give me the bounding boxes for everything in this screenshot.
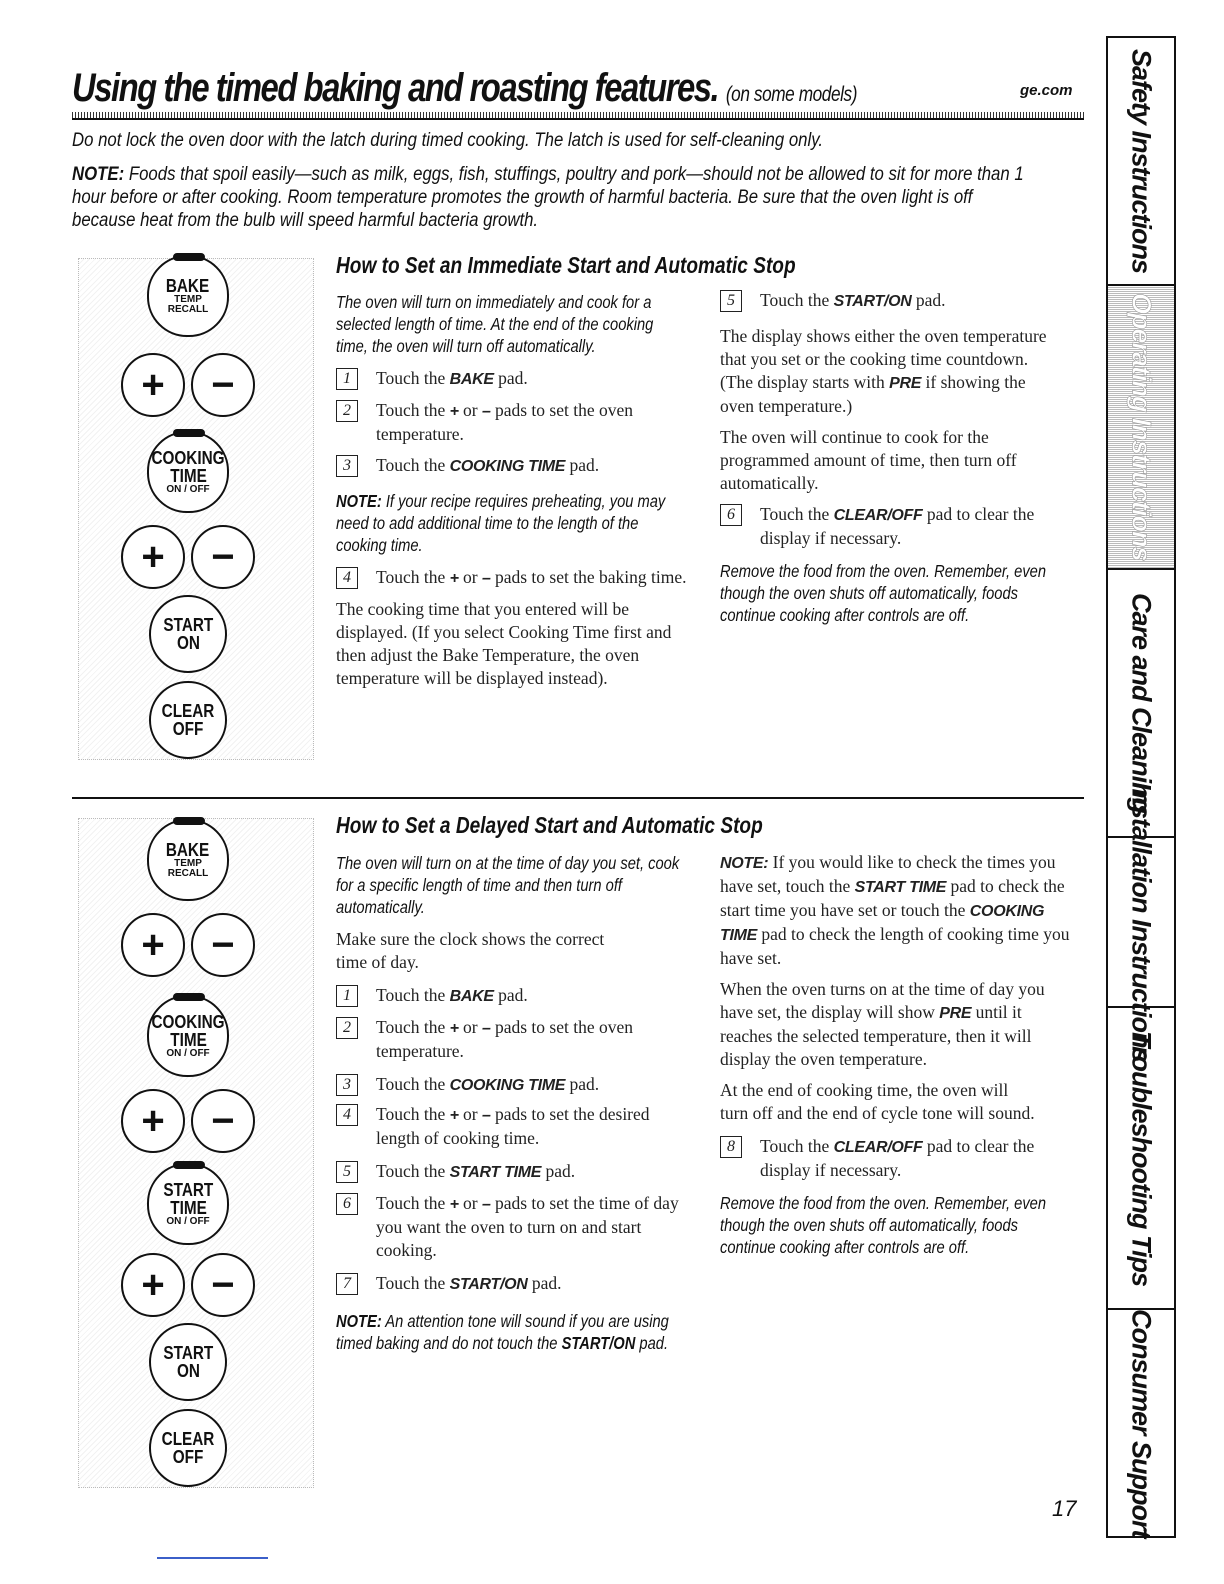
page-number: 17 xyxy=(1052,1496,1077,1521)
minus-key: − xyxy=(191,913,255,977)
step-4: 4 Touch the + or – pads to set the desired length of cooking time. xyxy=(336,1103,686,1150)
step-6: 6 Touch the + or – pads to set the time of day you want the oven to turn on and start cooking. xyxy=(336,1192,686,1262)
minus-key: − xyxy=(191,1089,255,1153)
tab-operating-instructions[interactable]: Operating Instructions xyxy=(1108,286,1174,570)
tab-troubleshooting-tips[interactable]: Troubleshooting Tips xyxy=(1108,1008,1174,1310)
minus-key: − xyxy=(191,353,255,417)
page-title: Using the timed baking and roasting features. (on some models) xyxy=(72,66,858,110)
section2-check-times-note: NOTE: If you would like to check the times you have set, touch the START TIME pad to check the start time you have set or touch the COOKING TIME pad to check the length of cooking time you have set. xyxy=(720,852,1070,968)
step-2: 2 Touch the + or – pads to set the oven temperature. xyxy=(336,1016,686,1063)
section2-closing: Remove the food from the oven. Remember, even though the oven shuts off automatically, foods continue cooking after controls are off. xyxy=(720,1193,1047,1257)
section1-display-text: The cooking time that you entered will be displayed. (If you select Cooking Time first and then adjust the Bake Temperature, the oven temperature will be displayed instead). xyxy=(336,599,672,688)
start-on-key: START ON xyxy=(149,1323,227,1401)
section2-lead: The oven will turn on at the time of day you set, cook for a specific length of time and then turn off automatically. xyxy=(336,853,680,917)
tab-installation-instructions[interactable]: Installation Instructions xyxy=(1108,838,1174,1008)
clear-off-key: CLEAR OFF xyxy=(149,1409,227,1487)
section2-clock-text: Make sure the clock shows the correct time of day. xyxy=(336,929,605,972)
minus-key: − xyxy=(191,525,255,589)
section1-display-paragraph: The display shows either the oven temperature that you set or the cooking time countdown. (The display starts with PRE if showing the oven temperature.) xyxy=(720,326,1047,416)
section-tabs xyxy=(1106,36,1176,1538)
intro-text: Do not lock the oven door with the latch during timed cooking. The latch is used for self-cleaning only. xyxy=(72,129,824,151)
section2-end-paragraph: At the end of cooking time, the oven will turn off and the end of cycle tone will sound. xyxy=(720,1080,1035,1123)
footer-rule xyxy=(157,1557,268,1559)
plus-key: + xyxy=(121,1253,185,1317)
step-1: 1 Touch the BAKE pad. xyxy=(336,984,686,1008)
food-safety-note: NOTE: Foods that spoil easily—such as milk, eggs, fish, stuffings, poultry and pork—should not be allowed to sit for more than 1 hour before or after cooking. Room temperature promotes the growth of harmful bacteria. Be sure that the oven light is off because heat from the bulb will speed harmful bacteria growth. xyxy=(72,163,1024,231)
step-4: 4 Touch the + or – pads to set the baking time. xyxy=(336,566,696,590)
section2-attention-note: NOTE: An attention tone will sound if you are using timed baking and do not touch the START/ON pad. xyxy=(336,1311,669,1353)
section1-closing: Remove the food from the oven. Remember, even though the oven shuts off automatically, foods continue cooking after controls are off. xyxy=(720,561,1047,625)
section-divider xyxy=(72,797,1084,799)
step-3: 3 Touch the COOKING TIME pad. xyxy=(336,454,696,478)
step-3: 3 Touch the COOKING TIME pad. xyxy=(336,1073,686,1097)
step-5: 5 Touch the START TIME pad. xyxy=(336,1160,686,1184)
section1-heading: How to Set an Immediate Start and Automatic Stop xyxy=(336,252,796,278)
page-subtitle: (on some models) xyxy=(725,83,858,106)
tab-safety-instructions[interactable]: Safety Instructions xyxy=(1108,38,1174,286)
keypad-illustration-1 xyxy=(78,258,314,760)
section2-right-column xyxy=(720,851,1070,1258)
cooking-time-key: COOKING TIME ON / OFF xyxy=(147,431,229,513)
cooking-time-key: COOKING TIME ON / OFF xyxy=(147,995,229,1077)
section2-left-column xyxy=(336,852,686,1354)
section1-preheat-note: NOTE: If your recipe requires preheating, you may need to add additional time to the length of the cooking time. xyxy=(336,491,666,555)
keypad-illustration-2 xyxy=(78,818,314,1488)
section1-continue-paragraph: The oven will continue to cook for the programmed amount of time, then turn off automatically. xyxy=(720,427,1017,493)
minus-key: − xyxy=(191,1253,255,1317)
step-6: 6 Touch the CLEAR/OFF pad to clear the display if necessary. xyxy=(720,503,1064,550)
step-7: 7 Touch the START/ON pad. xyxy=(336,1272,686,1296)
tab-consumer-support[interactable]: Consumer Support xyxy=(1126,1308,1157,1538)
step-5: 5 Touch the START/ON pad. xyxy=(720,289,1064,313)
plus-key: + xyxy=(121,913,185,977)
tab-care-and-cleaning[interactable]: Care and Cleaning xyxy=(1108,570,1174,838)
clear-off-key: CLEAR OFF xyxy=(149,681,227,759)
step-1: 1 Touch the BAKE pad. xyxy=(336,367,696,391)
title-rule xyxy=(72,112,1084,120)
start-time-key: START TIME ON / OFF xyxy=(147,1163,229,1245)
section1-left-column xyxy=(336,291,696,690)
section2-pre-paragraph: When the oven turns on at the time of day you have set, the display will show PRE until it reaches the selected temperature, then it will display the oven temperature. xyxy=(720,979,1045,1069)
site-url: ge.com xyxy=(1020,82,1073,99)
step-8: 8 Touch the CLEAR/OFF pad to clear the display if necessary. xyxy=(720,1135,1070,1182)
start-on-key: START ON xyxy=(149,595,227,673)
plus-key: + xyxy=(121,1089,185,1153)
section1-right-column xyxy=(720,289,1064,626)
bake-key: BAKE TEMP RECALL xyxy=(147,819,229,901)
plus-key: + xyxy=(121,353,185,417)
plus-key: + xyxy=(121,525,185,589)
step-2: 2 Touch the + or – pads to set the oven temperature. xyxy=(336,399,696,446)
bake-key: BAKE TEMP RECALL xyxy=(147,255,229,337)
section2-heading: How to Set a Delayed Start and Automatic Stop xyxy=(336,812,763,838)
section1-lead: The oven will turn on immediately and cook for a selected length of time. At the end of the cooking time, the oven will turn off automatically. xyxy=(336,292,654,356)
